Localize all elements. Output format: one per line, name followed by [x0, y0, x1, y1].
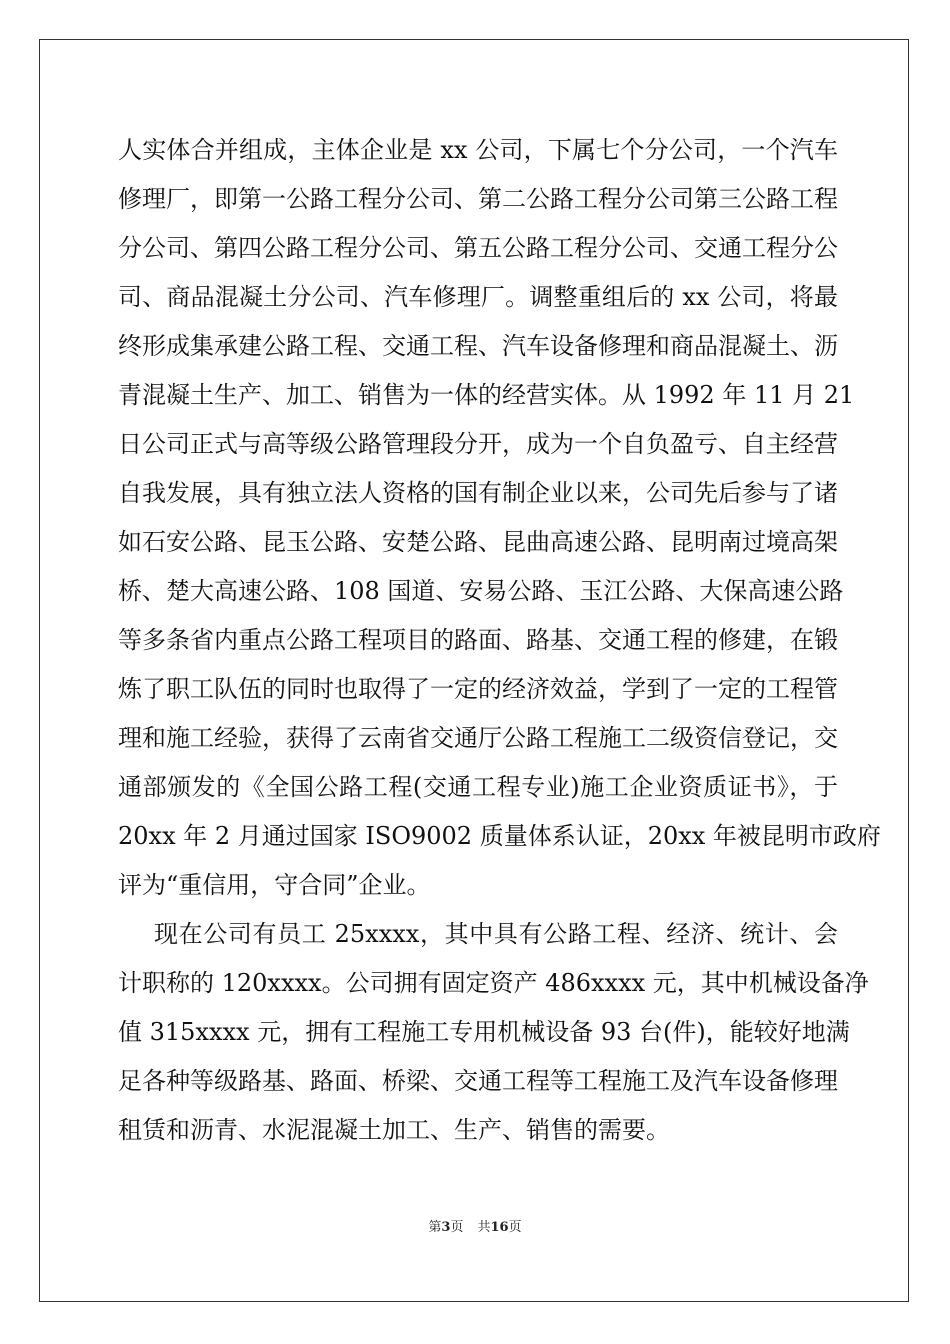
- paragraph-1: [118, 126, 881, 910]
- page-suffix: 页: [450, 1220, 464, 1235]
- total-prefix: 共: [477, 1220, 491, 1235]
- total-pages: 16: [490, 1220, 509, 1235]
- text-line: 现在公司有员工 25xxxx，其中具有公路工程、经济、统计、会: [154, 920, 838, 948]
- text-line: 自我发展，具有独立法人资格的国有制企业以来，公司先后参与了诸: [118, 479, 838, 507]
- text-line: 炼了职工队伍的同时也取得了一定的经济效益，学到了一定的工程管: [118, 675, 838, 703]
- text-line: 理和施工经验，获得了云南省交通厅公路工程施工二级资信登记，交: [118, 724, 838, 752]
- text-line: 20xx 年 2 月通过国家 ISO9002 质量体系认证，20xx 年被昆明市政府: [118, 822, 881, 850]
- text-line: 等多条省内重点公路工程项目的路面、路基、交通工程的修建，在锻: [118, 626, 838, 654]
- text-line: 终形成集承建公路工程、交通工程、汽车设备修理和商品混凝土、沥: [118, 332, 838, 360]
- text-line: 青混凝土生产、加工、销售为一体的经营实体。从 1992 年 11 月 21: [118, 381, 855, 409]
- document-body: [118, 126, 881, 1155]
- text-line: 值 315xxxx 元，拥有工程施工专用机械设备 93 台(件)，能较好地满: [118, 1018, 850, 1046]
- text-line: 通部颁发的《全国公路工程(交通工程专业)施工企业资质证书》，于: [118, 773, 838, 801]
- text-line: 修理厂，即第一公路工程分公司、第二公路工程分公司第三公路工程: [118, 185, 838, 213]
- text-line: 分公司、第四公路工程分公司、第五公路工程分公司、交通工程分公: [118, 234, 838, 262]
- page-number: 3: [441, 1220, 451, 1235]
- total-suffix: 页: [508, 1220, 522, 1235]
- text-line: 司、商品混凝土分公司、汽车修理厂。调整重组后的 xx 公司，将最: [118, 283, 838, 311]
- text-line: 桥、楚大高速公路、108 国道、安易公路、玉江公路、大保高速公路: [118, 577, 844, 605]
- text-line: 人实体合并组成，主体企业是 xx 公司，下属七个分公司，一个汽车: [118, 136, 838, 164]
- text-line: 计职称的 120xxxx。公司拥有固定资产 486xxxx 元，其中机械设备净: [118, 969, 869, 997]
- text-line: 评为“重信用，守合同”企业。: [118, 871, 431, 899]
- text-line: 足各种等级路基、路面、桥梁、交通工程等工程施工及汽车设备修理: [118, 1067, 838, 1095]
- page-prefix: 第: [428, 1220, 442, 1235]
- text-line: 日公司正式与高等级公路管理段分开，成为一个自负盈亏、自主经营: [118, 430, 838, 458]
- text-line: 如石安公路、昆玉公路、安楚公路、昆曲高速公路、昆明南过境高架: [118, 528, 838, 556]
- paragraph-2: [118, 910, 869, 1155]
- page-footer: [0, 1216, 950, 1235]
- text-line: 租赁和沥青、水泥混凝土加工、生产、销售的需要。: [118, 1116, 670, 1144]
